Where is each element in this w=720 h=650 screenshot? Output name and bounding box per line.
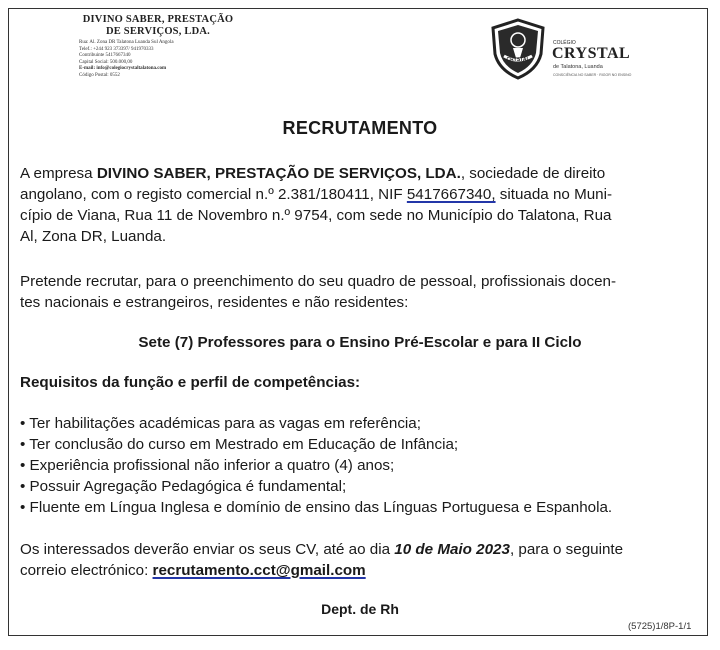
list-item: • Ter habilitações académicas para as vagas em referência; — [20, 415, 421, 432]
shield-text: CRYSTAL — [506, 57, 530, 63]
closing-paragraph — [20, 539, 700, 581]
company-capital: Capital Social: 500.000,00 — [79, 59, 133, 65]
requirements-list — [20, 413, 612, 518]
intro-text-a: A empresa — [20, 165, 97, 182]
recruit-line-2: tes nacionais e estrangeiros, residentes e não residentes: — [20, 294, 409, 311]
company-name-line1: DIVINO SABER, PRESTAÇÃO — [82, 14, 234, 25]
closing-date: 10 de Maio 2023 — [394, 541, 510, 558]
company-phone: Telef.: +244 923 373397/ 941970333 — [79, 46, 154, 52]
contact-email-link[interactable]: recrutamento.cct@gmail.com — [152, 562, 366, 579]
intro-paragraph — [20, 163, 700, 247]
company-email: E-mail: info@colegiocrystaltalatona.com — [79, 66, 167, 72]
page-title: RECRUTAMENTO — [282, 118, 438, 138]
company-postal: Código Postal: 0552 — [79, 72, 120, 78]
intro-nif: 5417667340, — [406, 186, 496, 203]
logo-tagline: CONSCIÊNCIA NO SABER · RIGOR NO ENSINO — [553, 73, 632, 77]
list-item: • Possuir Agregação Pedagógica é fundamental; — [20, 478, 347, 495]
list-item: • Ter conclusão do curso em Mestrado em Educação de Infância; — [20, 436, 459, 453]
shield-icon — [489, 18, 547, 80]
closing-text-c: correio electrónico: — [20, 562, 153, 579]
company-name-line2: DE SERVIÇOS, LDA. — [106, 26, 210, 37]
logo-name: CRYSTAL — [552, 45, 631, 62]
intro-text-f: Al, Zona DR, Luanda. — [20, 228, 167, 245]
intro-text-e: cípio de Viana, Rua 11 de Novembro n.º 9754, com sede no Município do Talatona, Rua — [20, 207, 612, 224]
department-signature: Dept. de Rh — [321, 601, 399, 617]
requirements-heading: Requisitos da função e perfil de competências: — [20, 374, 361, 391]
logo-location: de Talatona, Luanda — [553, 64, 603, 70]
company-header — [68, 14, 248, 80]
intro-company: DIVINO SABER, PRESTAÇÃO DE SERVIÇOS, LDA. — [96, 165, 461, 182]
intro-text-b: , sociedade de direito — [460, 165, 606, 182]
logo-small-label: COLÉGIO — [553, 40, 576, 46]
closing-text-a: Os interessados deverão enviar os seus CV, até ao dia — [20, 541, 395, 558]
closing-text-b: , para o seguinte — [509, 541, 624, 558]
company-address: Rua: Al. Zona DR Talatona Luanda Sul Angola — [79, 40, 174, 45]
intro-text-d: situada no Muni- — [495, 186, 613, 203]
list-item: • Experiência profissional não inferior a quatro (4) anos; — [20, 457, 395, 474]
recruit-paragraph — [20, 271, 700, 313]
company-nif: Contribuinte 5417667340 — [79, 53, 131, 59]
school-logo — [489, 18, 664, 78]
list-item: • Fluente em Língua Inglesa e domínio de ensino das Línguas Portuguesa e Espanhola. — [20, 499, 613, 516]
recruit-line-1: Pretende recrutar, para o preenchimento do seu quadro de pessoal, profissionais docen- — [20, 273, 617, 290]
ad-reference: (5725)1/8P-1/1 — [628, 621, 692, 632]
intro-text-c: angolano, com o registo comercial n.º 2.381/180411, NIF — [20, 186, 407, 203]
position-heading: Sete (7) Professores para o Ensino Pré-Escolar e para II Ciclo — [138, 334, 582, 351]
